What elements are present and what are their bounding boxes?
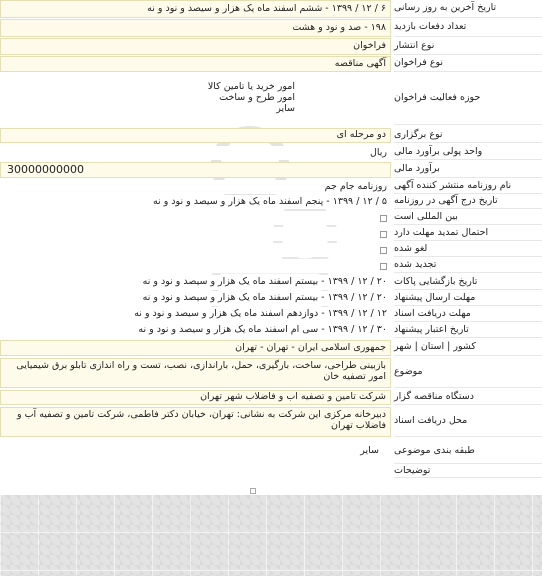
row-cancelled [0, 243, 542, 257]
activity-field-label: حوزه فعالیت فراخوان [394, 73, 542, 125]
activity-item: سایر [276, 103, 295, 114]
cancelled-label: لغو شده [394, 243, 542, 257]
docs-place-value: دبیرخانه مرکزی این شرکت به نشانی: تهران، خیابان دکتر فاطمی، شرکت تامین و تصفیه آب و فاضلاب تهران [0, 407, 391, 437]
checkbox-indicator [380, 263, 387, 270]
estimate-value: 30000000000 [0, 162, 391, 178]
tender-organizer-label: دستگاه مناقصه گزار [394, 390, 542, 405]
row-offer-validity [0, 323, 542, 338]
renewed-label: تجدید شده [394, 259, 542, 273]
row-offer-deadline [0, 291, 542, 306]
newspaper-label: نام روزنامه منتشر کننده آگهی [394, 180, 542, 194]
holding-type-label: نوع برگزاری [394, 128, 542, 143]
offer-validity-label: تاریخ اعتبار پیشنهاد [394, 323, 542, 338]
row-international [0, 211, 542, 225]
newspaper-value: روزنامه جام جم [0, 180, 391, 194]
row-docs-place [0, 407, 542, 437]
subject-value: بازبینی طراحی، ساخت، بارگیری، حمل، باراندازی، نصب، تست و راه اندازی تابلو برق شیمیایی امور تصفیه خان [0, 358, 391, 388]
offer-deadline-label: مهلت ارسال پیشنهاد [394, 291, 542, 306]
checkbox-indicator [380, 215, 387, 222]
notes-label: توضیحات [394, 466, 542, 478]
offer-deadline-value: ۲۰ / ۱۲ / ۱۳۹۹ - بیستم اسفند ماه یک هزار و سیصد و نود و نه [0, 291, 391, 306]
row-renewed [0, 259, 542, 273]
last-update-label: تاریخ آخرین به روز رسانی [394, 0, 542, 18]
extension-value [0, 227, 391, 241]
tender-organizer-value: شرکت تامین و تصفیه آب و فاضلاب شهر تهران [0, 390, 391, 405]
visit-count-label: تعداد دفعات بازدید [394, 19, 542, 37]
row-visit-count [0, 19, 542, 37]
row-location [0, 340, 542, 356]
call-type-value: آگهی مناقصه [0, 56, 391, 72]
ad-date-label: تاریخ درج آگهی در روزنامه [394, 195, 542, 209]
subject-label: موضوع [394, 358, 542, 388]
row-tender-organizer [0, 390, 542, 405]
last-update-value: ۶ / ۱۲ / ۱۳۹۹ - ششم اسفند ماه یک هزار و سیصد و نود و نه [0, 0, 391, 18]
renewed-value [0, 259, 391, 273]
row-opening-date [0, 275, 542, 290]
currency-value: ریال [0, 146, 391, 160]
row-newspaper [0, 180, 542, 194]
location-value: جمهوری اسلامی ایران - تهران - تهران [0, 340, 391, 356]
activity-item: امور طرح و ساخت [219, 92, 295, 103]
ad-date-value: ۵ / ۱۲ / ۱۳۹۹ - پنجم اسفند ماه یک هزار و سیصد و نود و نه [0, 195, 391, 209]
cancelled-value [0, 243, 391, 257]
docs-place-label: محل دریافت اسناد [394, 407, 542, 437]
visit-count-value: ۱۹۸ - صد و نود و هشت [0, 19, 391, 37]
row-subject [0, 358, 542, 388]
row-estimate [0, 162, 542, 178]
publish-type-label: نوع انتشار [394, 38, 542, 55]
category-label: طبقه بندی موضوعی [394, 439, 542, 464]
opening-date-label: تاریخ بازگشایی پاکات [394, 275, 542, 290]
page-marker [250, 488, 256, 494]
offer-validity-value: ۳۰ / ۱۲ / ۱۳۹۹ - سی ام اسفند ماه یک هزار و سیصد و نود و نه [0, 323, 391, 338]
estimate-label: برآورد مالی [394, 162, 542, 178]
checkbox-indicator [380, 231, 387, 238]
category-value: سایر [0, 439, 391, 464]
row-last-update [0, 0, 542, 18]
row-holding-type [0, 128, 542, 143]
activity-item: امور خرید یا تامین کالا [207, 81, 295, 92]
row-activity-field [0, 73, 542, 125]
activity-field-value [0, 73, 391, 125]
row-docs-deadline [0, 307, 542, 322]
docs-deadline-label: مهلت دریافت اسناد [394, 307, 542, 322]
row-notes [0, 466, 542, 478]
call-type-label: نوع فراخوان [394, 56, 542, 72]
row-currency [0, 146, 542, 160]
extension-label: احتمال تمدید مهلت دارد [394, 227, 542, 241]
row-publish-type [0, 38, 542, 55]
notes-value [0, 466, 391, 478]
row-call-type [0, 56, 542, 72]
international-label: بین المللی است [394, 211, 542, 225]
currency-label: واحد پولی برآورد مالی [394, 146, 542, 160]
holding-type-value: دو مرحله ای [0, 128, 391, 143]
location-label: کشور | استان | شهر [394, 340, 542, 356]
checkbox-indicator [380, 247, 387, 254]
row-ad-date [0, 195, 542, 209]
publish-type-value: فراخوان [0, 38, 391, 55]
row-category [0, 439, 542, 464]
row-extension [0, 227, 542, 241]
background-pattern [0, 495, 542, 576]
opening-date-value: ۲۰ / ۱۲ / ۱۳۹۹ - بیستم اسفند ماه یک هزار و سیصد و نود و نه [0, 275, 391, 290]
docs-deadline-value: ۱۲ / ۱۲ / ۱۳۹۹ - دوازدهم اسفند ماه یک هزار و سیصد و نود و نه [0, 307, 391, 322]
international-value [0, 211, 391, 225]
